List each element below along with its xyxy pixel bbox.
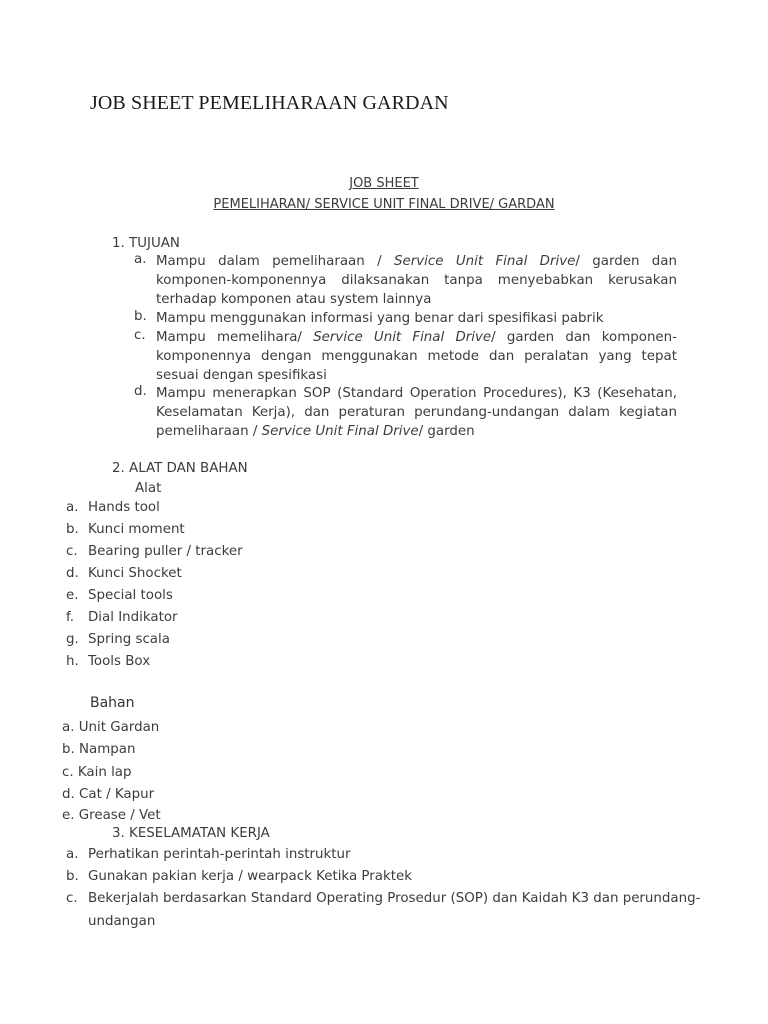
document-title: JOB SHEET PEMELIHARAAN GARDAN (90, 92, 449, 114)
list-marker: d. (134, 384, 147, 399)
section-alat-bahan-heading: 2. ALAT DAN BAHAN (112, 461, 248, 476)
keselamatan-item: c. Bekerjalah berdasarkan Standard Operating Prosedur (SOP) dan Kaidah K3 dan perundang- (66, 891, 701, 906)
alat-item: a. Hands tool (66, 500, 160, 515)
tujuan-item-b: Mampu menggunakan informasi yang benar dari spesifikasi pabrik (156, 311, 604, 326)
alat-item: g. Spring scala (66, 632, 170, 647)
bahan-item: c. Kain lap (62, 765, 132, 780)
subtitle-service-unit: PEMELIHARAN/ SERVICE UNIT FINAL DRIVE/ GARDAN (213, 197, 555, 212)
alat-item: h. Tools Box (66, 654, 151, 669)
keselamatan-item: a. Perhatikan perintah-perintah instruktur (66, 847, 351, 862)
list-marker: a. (134, 252, 147, 267)
bahan-item: a. Unit Gardan (62, 720, 160, 735)
alat-item: e. Special tools (66, 588, 173, 603)
bahan-heading: Bahan (90, 695, 135, 711)
alat-heading: Alat (135, 481, 162, 496)
alat-item: f. Dial Indikator (66, 610, 178, 625)
tujuan-item-a: Mampu dalam pemeliharaan / Service Unit Final Drive/ garden dan komponen-komponennya dilaksanakan tanpa menyebabkan kerusakan terhadap komponen atau system lainnya (156, 254, 678, 307)
alat-item: c. Bearing puller / tracker (66, 544, 243, 559)
bahan-item: d. Cat / Kapur (62, 787, 155, 802)
section-keselamatan-heading: 3. KESELAMATAN KERJA (112, 826, 270, 841)
bahan-item: e. Grease / Vet (62, 808, 161, 823)
tujuan-item-d: Mampu menerapkan SOP (Standard Operation Procedures), K3 (Kesehatan, Keselamatan Kerja), dan peraturan perundang-undangan dalam kegiatan pemeliharaan / Service Unit Final Drive/ garden (156, 386, 677, 439)
tujuan-item-c: Mampu memelihara/ Service Unit Final Drive/ garden dan komponen-komponennya dengan menggunakan metode dan peralatan yang tepat sesuai dengan spesifikasi (156, 330, 677, 383)
section-tujuan-heading: 1. TUJUAN (112, 236, 180, 251)
alat-item: b. Kunci moment (66, 522, 185, 537)
list-marker: c. (134, 328, 146, 343)
keselamatan-item: b. Gunakan pakian kerja / wearpack Ketika Praktek (66, 869, 412, 884)
keselamatan-item-continuation: undangan (88, 914, 156, 929)
bahan-item: b. Nampan (62, 742, 136, 757)
subtitle-job-sheet: JOB SHEET (349, 176, 419, 191)
alat-item: d. Kunci Shocket (66, 566, 182, 581)
list-marker: b. (134, 309, 147, 324)
